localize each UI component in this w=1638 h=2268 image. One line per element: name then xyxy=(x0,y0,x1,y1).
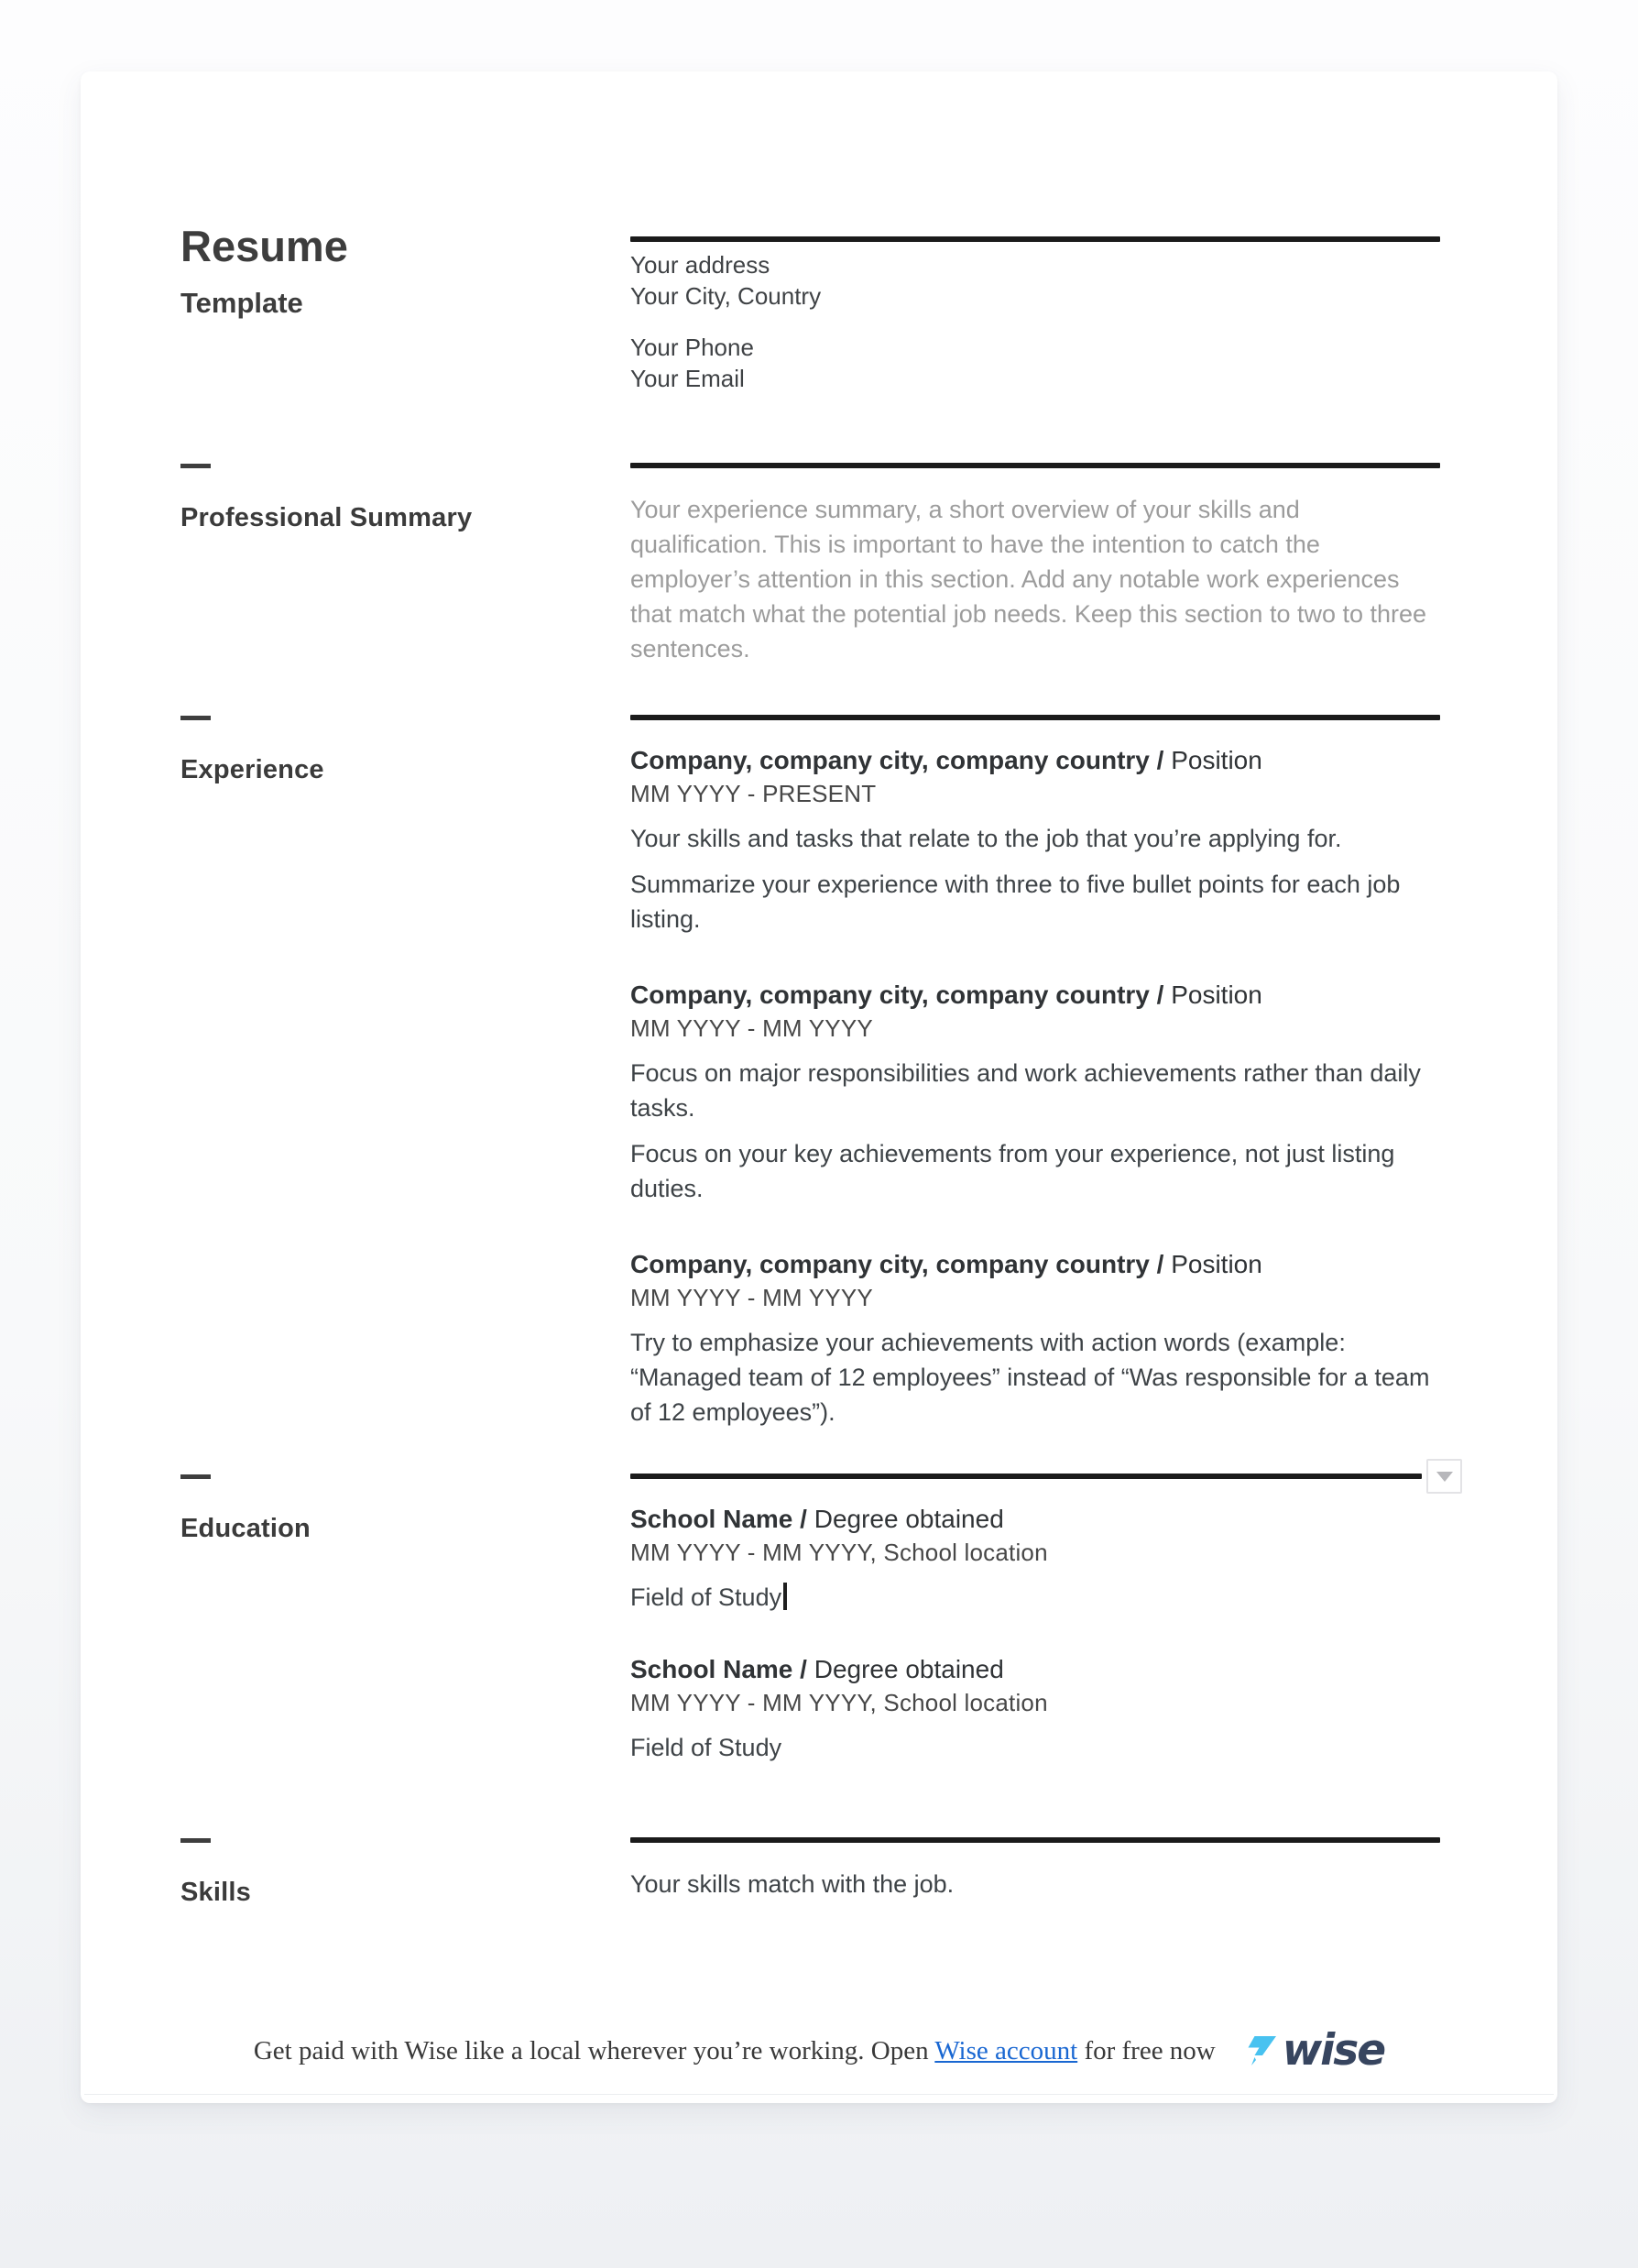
experience-entry xyxy=(630,744,1440,937)
experience-entry-paragraph: Focus on major responsibilities and work achievements rather than daily tasks. xyxy=(630,1059,1421,1122)
position-text: Position xyxy=(1163,1250,1262,1278)
promo-text xyxy=(254,2033,1216,2068)
contact-address: Your address xyxy=(630,251,770,279)
wise-wordmark: wise xyxy=(1282,2025,1385,2076)
summary-heading: Professional Summary xyxy=(180,503,473,532)
text-cursor xyxy=(783,1583,787,1610)
company-name-text: Company, company city, company country / xyxy=(630,746,1164,774)
school-name-text: School Name / xyxy=(630,1655,807,1683)
experience-entry-paragraph: Try to emphasize your achievements with action words (example: “Managed team of 12 employees” instead of “Was responsible for a team of 12 employees”). xyxy=(630,1329,1430,1426)
contact-email: Your Email xyxy=(630,365,745,392)
contact-spacer xyxy=(630,312,1440,332)
experience-entry-dates: MM YYYY - PRESENT xyxy=(630,780,877,807)
collapse-dropdown-button[interactable] xyxy=(1426,1459,1462,1494)
chevron-down-icon xyxy=(1436,1472,1453,1482)
section-dash-mark xyxy=(180,464,211,468)
education-field xyxy=(630,1580,1440,1615)
contact-phone: Your Phone xyxy=(630,334,754,361)
contact-block xyxy=(630,236,1440,394)
summary-placeholder-text: Your experience summary, a short overview of your skills and qualification. This is important to have the intention to catch the employer’s attention in this section. Add any notable work experiences that match what the potential job needs. Keep this section to two to three sentences. xyxy=(630,496,1427,663)
experience-entry-dates: MM YYYY - MM YYYY xyxy=(630,1014,873,1042)
section-dash-mark xyxy=(180,1474,211,1479)
skills-heading: Skills xyxy=(180,1878,251,1907)
header-title-block xyxy=(180,222,630,319)
position-text: Position xyxy=(1163,746,1262,774)
education-entry-dates: MM YYYY - MM YYYY, School location xyxy=(630,1539,1048,1566)
education-entry xyxy=(630,1653,1440,1765)
section-divider-rule xyxy=(630,1474,1422,1479)
section-dash-mark xyxy=(180,716,211,720)
education-field-text: Field of Study xyxy=(630,1583,782,1611)
company-name-text: Company, company city, company country / xyxy=(630,981,1164,1009)
section-skills xyxy=(180,1837,1440,2012)
experience-entry-paragraph: Your skills and tasks that relate to the job that you’re applying for. xyxy=(630,825,1342,852)
section-experience xyxy=(180,715,1440,1474)
education-entry-dates: MM YYYY - MM YYYY, School location xyxy=(630,1689,1048,1716)
section-dash-mark xyxy=(180,1838,211,1843)
section-divider-rule xyxy=(630,1837,1440,1843)
skills-text: Your skills match with the job. xyxy=(630,1870,955,1898)
section-divider-rule xyxy=(630,715,1440,720)
doc-subtitle: Template xyxy=(180,287,303,319)
section-divider-rule xyxy=(630,236,1440,242)
promo-footer xyxy=(81,2012,1557,2103)
experience-heading: Experience xyxy=(180,755,324,784)
school-name-text: School Name / xyxy=(630,1505,807,1533)
resume-document xyxy=(81,71,1557,2103)
experience-entry-title xyxy=(630,744,1440,777)
section-divider-rule xyxy=(630,463,1440,468)
contact-city-country: Your City, Country xyxy=(630,282,822,310)
position-text: Position xyxy=(1163,981,1262,1009)
promo-text-after: for free now xyxy=(1077,2035,1216,2065)
experience-entry xyxy=(630,979,1440,1206)
experience-entry-title xyxy=(630,1248,1440,1281)
wise-flag-icon xyxy=(1243,2032,1280,2069)
section-education xyxy=(180,1474,1440,1837)
experience-entry-paragraph: Summarize your experience with three to five bullet points for each job listing. xyxy=(630,871,1401,933)
education-heading: Education xyxy=(180,1514,311,1543)
degree-text: Degree obtained xyxy=(806,1655,1004,1683)
wise-account-link[interactable]: Wise account xyxy=(934,2035,1078,2065)
section-professional-summary xyxy=(180,463,1440,715)
doc-title: Resume xyxy=(180,222,348,270)
experience-entry-title xyxy=(630,979,1440,1012)
education-field xyxy=(630,1730,1440,1765)
education-entry-title xyxy=(630,1503,1440,1536)
promo-text-before: Get paid with Wise like a local wherever you’re working. Open xyxy=(253,2035,935,2065)
education-entry-title xyxy=(630,1653,1440,1686)
education-entry xyxy=(630,1503,1440,1615)
experience-entry-dates: MM YYYY - MM YYYY xyxy=(630,1284,873,1311)
card-bottom-divider xyxy=(84,2094,1554,2095)
education-field-text: Field of Study xyxy=(630,1734,782,1761)
experience-entry-paragraph: Focus on your key achievements from your experience, not just listing duties. xyxy=(630,1140,1395,1202)
section-header xyxy=(180,222,1440,463)
company-name-text: Company, company city, company country / xyxy=(630,1250,1164,1278)
experience-entry xyxy=(630,1248,1440,1430)
wise-logo xyxy=(1243,2025,1385,2076)
degree-text: Degree obtained xyxy=(806,1505,1004,1533)
page-background xyxy=(0,71,1638,2103)
